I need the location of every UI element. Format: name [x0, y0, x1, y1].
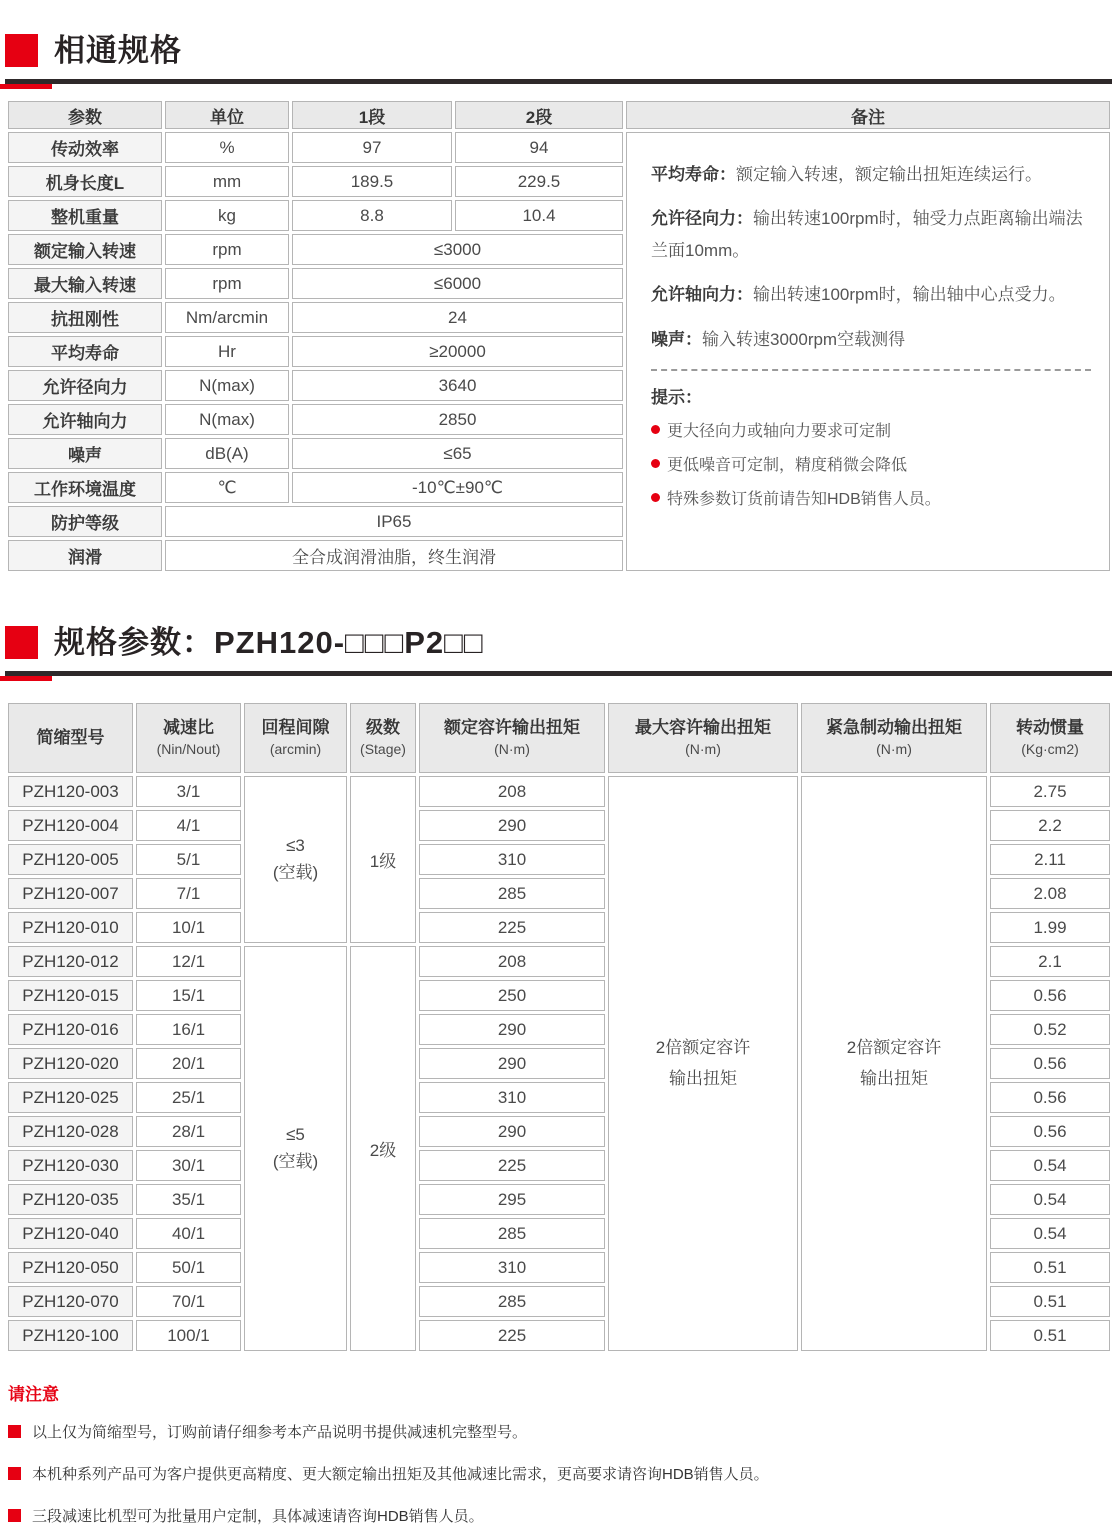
table-header-row: [8, 101, 1110, 129]
remark-text: 输出转速100rpm时，输出轴中心点受力。: [753, 285, 1066, 305]
value-cell: 3640: [292, 370, 623, 401]
model-cell: PZH120-012: [8, 946, 133, 977]
inertia-cell: 0.56: [990, 1082, 1110, 1113]
tip-text: 更低噪音可定制，精度稍微会降低: [667, 457, 908, 475]
inertia-cell: 1.99: [990, 912, 1110, 943]
param-cell: 防护等级: [8, 506, 162, 537]
value-cell: ≤65: [292, 438, 623, 469]
value-cell: ≤6000: [292, 268, 623, 299]
unit-cell: mm: [165, 166, 289, 197]
unit-cell: rpm: [165, 234, 289, 265]
rated-torque-cell: 290: [419, 810, 605, 841]
col-header-max-torque: 最大容许输出扭矩 (N·m): [608, 703, 798, 773]
remark-text: 额定输入转速，额定输出扭矩连续运行。: [736, 165, 1042, 184]
red-square-icon: [5, 626, 38, 659]
ratio-cell: 100/1: [136, 1320, 241, 1351]
model-cell: PZH120-003: [8, 776, 133, 807]
remark-label: 允许轴向力：: [651, 285, 753, 305]
ratio-cell: 5/1: [136, 844, 241, 875]
table-row: [8, 776, 1110, 807]
value-cell: ≥20000: [292, 336, 623, 367]
model-cell: PZH120-020: [8, 1048, 133, 1079]
param-cell: 噪声: [8, 438, 162, 469]
inertia-cell: 2.2: [990, 810, 1110, 841]
tip-item: [651, 418, 1091, 441]
col-header-unit: 单位: [165, 101, 289, 129]
param-cell: 额定输入转速: [8, 234, 162, 265]
bullet-dot-icon: [651, 425, 660, 434]
remark-label: 噪声：: [651, 329, 702, 349]
section-title-spec-params: [5, 626, 1112, 676]
col-header-seg2: 2段: [455, 101, 623, 129]
stage-cell: 1级: [350, 776, 416, 943]
model-cell: PZH120-015: [8, 980, 133, 1011]
section-spec-params: [5, 626, 1112, 1354]
model-cell: PZH120-070: [8, 1286, 133, 1317]
model-cell: PZH120-004: [8, 810, 133, 841]
remark-item: [651, 324, 1091, 355]
tips-label: 提示：: [651, 388, 702, 408]
dashed-divider: [651, 369, 1091, 371]
col-header-stage: 级数 (Stage): [350, 703, 416, 773]
bullet-square-icon: [8, 1425, 21, 1438]
rated-torque-cell: 208: [419, 946, 605, 977]
remark-label: 允许径向力：: [651, 209, 753, 229]
ratio-cell: 7/1: [136, 878, 241, 909]
ratio-cell: 35/1: [136, 1184, 241, 1215]
col-header-backlash: 回程间隙 (arcmin): [244, 703, 347, 773]
value-cell: IP65: [165, 506, 623, 537]
model-cell: PZH120-007: [8, 878, 133, 909]
model-cell: PZH120-010: [8, 912, 133, 943]
bullet-square-icon: [8, 1467, 21, 1480]
bullet-dot-icon: [651, 493, 660, 502]
notice-text: 以上仅为简缩型号，订购前请仔细参考本产品说明书提供减速机完整型号。: [32, 1424, 528, 1441]
col-header-remark: 备注: [626, 101, 1110, 129]
ratio-cell: 12/1: [136, 946, 241, 977]
rated-torque-cell: 290: [419, 1116, 605, 1147]
model-cell: PZH120-035: [8, 1184, 133, 1215]
value-cell: 2850: [292, 404, 623, 435]
param-cell: 最大输入转速: [8, 268, 162, 299]
inertia-cell: 2.08: [990, 878, 1110, 909]
inertia-cell: 2.75: [990, 776, 1110, 807]
param-cell: 允许径向力: [8, 370, 162, 401]
unit-cell: Hr: [165, 336, 289, 367]
section-title-text: 相通规格: [54, 33, 182, 68]
model-cell: PZH120-005: [8, 844, 133, 875]
stage-cell: 2级: [350, 946, 416, 1351]
remark-label: 平均寿命：: [651, 165, 736, 184]
bullet-dot-icon: [651, 459, 660, 468]
model-cell: PZH120-100: [8, 1320, 133, 1351]
red-underline: [0, 84, 52, 89]
unit-cell: N(max): [165, 370, 289, 401]
inertia-cell: 0.51: [990, 1286, 1110, 1317]
inertia-cell: 0.56: [990, 1048, 1110, 1079]
col-header-ratio: 减速比 (Nin/Nout): [136, 703, 241, 773]
red-underline: [0, 676, 52, 681]
backlash-cell: ≤3 (空载): [244, 776, 347, 943]
rated-torque-cell: 225: [419, 1320, 605, 1351]
ratio-cell: 50/1: [136, 1252, 241, 1283]
ratio-cell: 25/1: [136, 1082, 241, 1113]
rated-torque-cell: 285: [419, 1218, 605, 1249]
param-cell: 工作环境温度: [8, 472, 162, 503]
remark-text: 输入转速3000rpm空载测得: [702, 329, 906, 349]
inertia-cell: 0.54: [990, 1218, 1110, 1249]
rated-torque-cell: 310: [419, 1082, 605, 1113]
ratio-cell: 16/1: [136, 1014, 241, 1045]
inertia-cell: 0.56: [990, 980, 1110, 1011]
rated-torque-cell: 290: [419, 1014, 605, 1045]
inertia-cell: 0.52: [990, 1014, 1110, 1045]
tip-text: 特殊参数订货前请告知HDB销售人员。: [667, 491, 941, 509]
value-cell: 189.5: [292, 166, 452, 197]
inertia-cell: 2.11: [990, 844, 1110, 875]
param-cell: 润滑: [8, 540, 162, 571]
common-spec-table-wrap: [5, 98, 1112, 574]
notice-item: [8, 1505, 1112, 1526]
value-cell: 97: [292, 132, 452, 163]
remark-cell: [626, 132, 1110, 571]
rated-torque-cell: 310: [419, 1252, 605, 1283]
max-torque-cell: 2倍额定容许输出扭矩: [608, 776, 798, 1351]
tip-item: [651, 452, 1091, 475]
rated-torque-cell: 290: [419, 1048, 605, 1079]
value-cell: 94: [455, 132, 623, 163]
notice-text: 本机种系列产品可为客户提供更高精度、更大额定输出扭矩及其他减速比需求，更高要求请咨询HDB销售人员。: [32, 1466, 769, 1483]
unit-cell: dB(A): [165, 438, 289, 469]
notice-text: 三段减速比机型可为批量用户定制，具体减速请咨询HDB销售人员。: [32, 1508, 484, 1525]
param-cell: 整机重量: [8, 200, 162, 231]
bullet-square-icon: [8, 1509, 21, 1522]
ratio-cell: 4/1: [136, 810, 241, 841]
value-cell: 全合成润滑油脂，终生润滑: [165, 540, 623, 571]
unit-cell: Nm/arcmin: [165, 302, 289, 333]
backlash-cell: ≤5 (空载): [244, 946, 347, 1351]
ratio-cell: 20/1: [136, 1048, 241, 1079]
ratio-cell: 10/1: [136, 912, 241, 943]
section-title-common-spec: [5, 34, 1112, 84]
col-header-param: 参数: [8, 101, 162, 129]
value-cell: -10℃±90℃: [292, 472, 623, 503]
notice-title: 请注意: [8, 1385, 59, 1404]
col-header-model: 简缩型号: [8, 703, 133, 773]
table-row: [8, 132, 1110, 163]
remark-item: [651, 203, 1091, 266]
inertia-cell: 0.56: [990, 1116, 1110, 1147]
model-cell: PZH120-028: [8, 1116, 133, 1147]
value-cell: 229.5: [455, 166, 623, 197]
unit-cell: rpm: [165, 268, 289, 299]
model-cell: PZH120-040: [8, 1218, 133, 1249]
unit-cell: kg: [165, 200, 289, 231]
spec-params-table: [5, 700, 1113, 1354]
param-cell: 抗扭刚性: [8, 302, 162, 333]
inertia-cell: 0.54: [990, 1184, 1110, 1215]
remark-item: [651, 279, 1091, 310]
tip-text: 更大径向力或轴向力要求可定制: [667, 423, 892, 441]
rated-torque-cell: 208: [419, 776, 605, 807]
model-cell: PZH120-050: [8, 1252, 133, 1283]
rated-torque-cell: 250: [419, 980, 605, 1011]
ratio-cell: 28/1: [136, 1116, 241, 1147]
tip-item: [651, 486, 1091, 509]
param-cell: 机身长度L: [8, 166, 162, 197]
value-cell: 8.8: [292, 200, 452, 231]
col-header-seg1: 1段: [292, 101, 452, 129]
value-cell: 10.4: [455, 200, 623, 231]
remark-item: [651, 159, 1091, 190]
value-cell: 24: [292, 302, 623, 333]
ratio-cell: 15/1: [136, 980, 241, 1011]
notice-item: [8, 1463, 1112, 1484]
remark-text: 输出转速100rpm时，轴受力点距离输出端法兰面10mm。: [651, 209, 1083, 260]
unit-cell: ℃: [165, 472, 289, 503]
spec-params-table-wrap: [5, 700, 1112, 1354]
inertia-cell: 0.54: [990, 1150, 1110, 1181]
notice-section: [5, 1380, 1112, 1526]
param-cell: 平均寿命: [8, 336, 162, 367]
col-header-inertia: 转动惯量 (Kg·cm2): [990, 703, 1110, 773]
model-cell: PZH120-025: [8, 1082, 133, 1113]
model-cell: PZH120-030: [8, 1150, 133, 1181]
col-header-rated-torque: 额定容许输出扭矩 (N·m): [419, 703, 605, 773]
ratio-cell: 70/1: [136, 1286, 241, 1317]
common-spec-table: [5, 98, 1113, 574]
rated-torque-cell: 225: [419, 912, 605, 943]
inertia-cell: 2.1: [990, 946, 1110, 977]
col-header-brake-torque: 紧急制动输出扭矩 (N·m): [801, 703, 987, 773]
unit-cell: %: [165, 132, 289, 163]
inertia-cell: 0.51: [990, 1320, 1110, 1351]
rated-torque-cell: 295: [419, 1184, 605, 1215]
rated-torque-cell: 285: [419, 878, 605, 909]
brake-torque-cell: 2倍额定容许输出扭矩: [801, 776, 987, 1351]
param-cell: 允许轴向力: [8, 404, 162, 435]
notice-item: [8, 1421, 1112, 1442]
ratio-cell: 30/1: [136, 1150, 241, 1181]
table-header-row: [8, 703, 1110, 773]
section-title-text: 规格参数：PZH120-□□□P2□□: [54, 625, 484, 660]
value-cell: ≤3000: [292, 234, 623, 265]
param-cell: 传动效率: [8, 132, 162, 163]
red-square-icon: [5, 34, 38, 67]
ratio-cell: 40/1: [136, 1218, 241, 1249]
ratio-cell: 3/1: [136, 776, 241, 807]
inertia-cell: 0.51: [990, 1252, 1110, 1283]
model-cell: PZH120-016: [8, 1014, 133, 1045]
unit-cell: N(max): [165, 404, 289, 435]
rated-torque-cell: 310: [419, 844, 605, 875]
rated-torque-cell: 225: [419, 1150, 605, 1181]
rated-torque-cell: 285: [419, 1286, 605, 1317]
